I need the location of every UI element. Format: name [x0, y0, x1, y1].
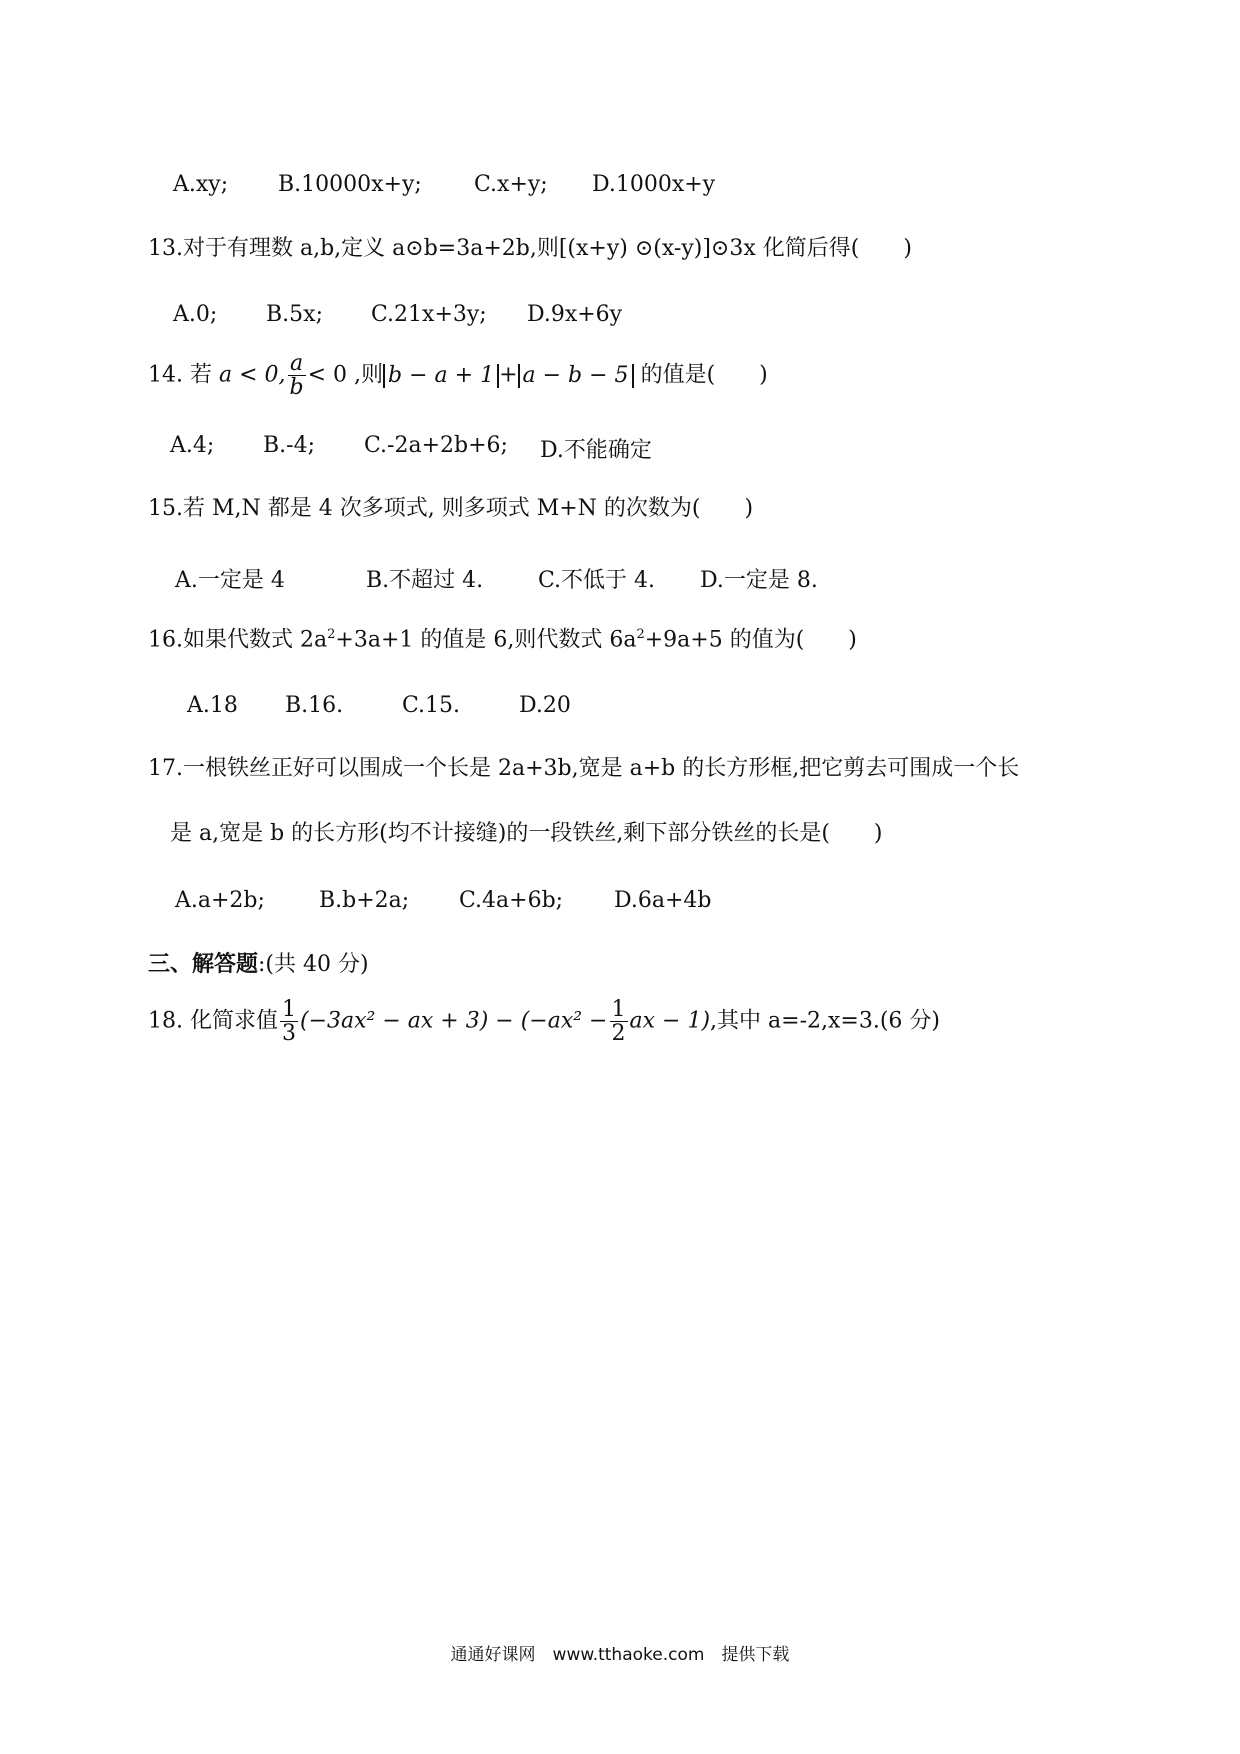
q15-option-b: B.不超过 4. — [366, 568, 484, 593]
q17-option-b: B.b+2a; — [319, 888, 410, 913]
q16-stem — [148, 628, 857, 651]
q18-fraction-1-num: 1 — [281, 997, 296, 1022]
q13-stem: 13.对于有理数 a,b,定义 a⊙b=3a+2b,则[(x+y) ⊙(x-y)]⊙3x 化简后得( ) — [148, 236, 912, 261]
q14-option-d: D.不能确定 — [540, 438, 652, 463]
q18-expression-2: ax − 1) — [629, 1008, 711, 1034]
q14-option-c: C.-2a+2b+6; — [364, 433, 508, 458]
q16-option-d: D.20 — [519, 693, 571, 718]
q17-option-a: A.a+2b; — [175, 888, 265, 913]
q14-fraction-num: a — [288, 352, 306, 376]
q14-condition-1: a < 0, — [218, 362, 286, 388]
q18-stem — [148, 998, 940, 1045]
q17-line-1: 17.一根铁丝正好可以围成一个长是 2a+3b,宽是 a+b 的长方形框,把它剪去可围成一个长 — [148, 756, 1020, 781]
q18-fraction-2-den: 2 — [611, 1021, 626, 1047]
q16-option-c: C.15. — [402, 693, 461, 718]
q16-option-b: B.16. — [285, 693, 344, 718]
q13-option-a: A.0; — [173, 302, 218, 327]
q14-fraction — [288, 352, 306, 399]
q16-option-a: A.18 — [187, 693, 238, 718]
q17-option-c: C.4a+6b; — [459, 888, 564, 913]
q14-stem — [148, 352, 768, 399]
q16-part-2: +3a+1 的值是 6,则代数式 6a — [335, 627, 637, 653]
q14-abs-2: a − b − 5 — [518, 364, 634, 388]
q12-option-b: B.10000x+y; — [278, 172, 422, 197]
q18-fraction-2 — [610, 998, 628, 1045]
section-3-title: 三、解答题 — [148, 951, 259, 977]
q14-fraction-den: b — [289, 375, 304, 401]
q12-option-c: C.x+y; — [474, 172, 548, 197]
q12-option-d: D.1000x+y — [592, 172, 716, 197]
q17-option-d: D.6a+4b — [614, 888, 712, 913]
q13-option-b: B.5x; — [266, 302, 323, 327]
q14-condition-2: < 0 ,则 — [307, 362, 384, 388]
q14-plus: + — [499, 362, 518, 388]
q14-suffix: 的值是( ) — [640, 362, 768, 388]
q12-option-a: A.xy; — [173, 172, 229, 197]
q17-line-2: 是 a,宽是 b 的长方形(均不计接缝)的一段铁丝,剩下部分铁丝的长是( ) — [170, 821, 883, 846]
section-3-heading — [148, 953, 369, 976]
section-3-suffix: :(共 40 分) — [258, 952, 369, 977]
q14-prefix: 14. 若 — [148, 362, 212, 388]
q14-abs-1: b − a + 1 — [383, 364, 499, 388]
page-footer: 通通好课网 www.tthaoke.com 提供下载 — [450, 1645, 790, 1665]
q16-part-1: 16.如果代数式 2a — [148, 627, 328, 653]
q18-suffix: ,其中 a=-2,x=3.(6 分) — [710, 1008, 940, 1034]
q15-stem: 15.若 M,N 都是 4 次多项式, 则多项式 M+N 的次数为( ) — [148, 496, 754, 521]
q16-superscript-1: 2 — [327, 627, 336, 642]
q16-part-3: +9a+5 的值为( ) — [644, 627, 857, 653]
q15-option-c: C.不低于 4. — [538, 568, 656, 593]
q14-option-b: B.-4; — [263, 433, 316, 458]
q16-superscript-2: 2 — [636, 627, 645, 642]
q13-option-c: C.21x+3y; — [371, 302, 487, 327]
q18-fraction-2-num: 1 — [611, 997, 626, 1022]
q15-option-a: A.一定是 4 — [175, 568, 285, 593]
q14-option-a: A.4; — [170, 433, 215, 458]
q18-expression-1: (−3ax² − ax + 3) − (−ax² − — [299, 1008, 608, 1034]
q18-fraction-1 — [280, 998, 298, 1045]
q18-prefix: 18. 化简求值 — [148, 1008, 278, 1034]
q15-option-d: D.一定是 8. — [700, 568, 818, 593]
q18-fraction-1-den: 3 — [281, 1021, 296, 1047]
q13-option-d: D.9x+6y — [527, 302, 623, 327]
